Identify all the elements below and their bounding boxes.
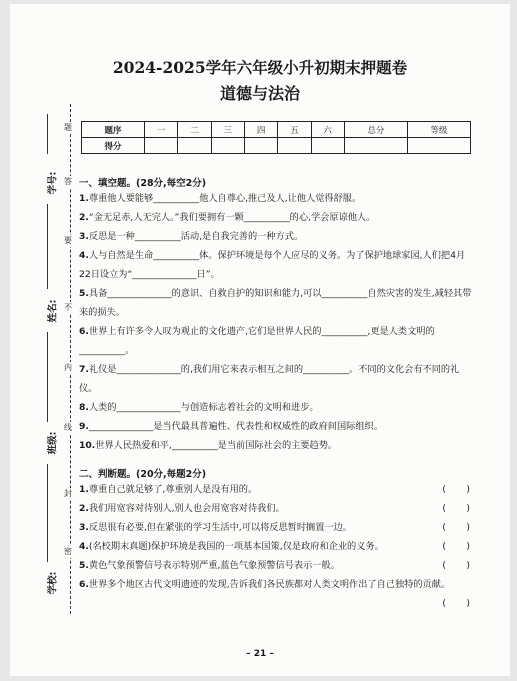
score-header-cell: 三 — [211, 122, 244, 138]
judge-question — [79, 537, 472, 556]
seal-char: 内 — [64, 363, 72, 372]
seal-char: 不 — [64, 303, 72, 312]
seal-char: 线 — [64, 423, 72, 432]
question-text: ______________是当代最具普遍性、代表性和权威性的政府间国际组织。 — [88, 421, 383, 432]
fill-question — [79, 322, 472, 360]
seal-char: 题 — [64, 123, 72, 132]
judge-question — [79, 499, 472, 518]
seal-char: 要 — [64, 236, 72, 245]
fill-question — [79, 208, 472, 227]
question-text: 礼仪是______________的,我们用它来表示相互之间的__________。不同的文化会有不同的礼仪。 — [79, 364, 460, 394]
score-table — [81, 121, 471, 154]
score-input-cell[interactable] — [278, 138, 311, 154]
judge-question — [79, 480, 472, 499]
student-id-label: 学号: — [47, 171, 59, 195]
seal-char: 密 — [64, 547, 72, 556]
question-number: 3. — [79, 231, 89, 242]
fill-question — [79, 436, 472, 455]
answer-parentheses[interactable]: ( ) — [442, 560, 470, 571]
score-input-cell[interactable] — [145, 138, 178, 154]
fill-question — [79, 227, 472, 246]
question-text: 具备______________的意识、自救自护的知识和能力,可以__________自然灾害的发生,减轻其带来的损失。 — [79, 288, 472, 318]
score-input-cell[interactable] — [344, 138, 407, 154]
fill-question — [79, 284, 472, 322]
section2-heading: 二、判断题。(20分,每题2分) — [79, 469, 207, 480]
school-line — [47, 464, 48, 562]
name-label: 姓名: — [47, 299, 59, 323]
seal-char: 答 — [64, 177, 72, 186]
question-number: 10. — [79, 440, 96, 451]
answer-parentheses[interactable]: ( ) — [442, 503, 470, 514]
question-number: 2. — [79, 212, 89, 223]
fill-question — [79, 417, 472, 436]
question-text: 世界多个地区古代文明遗迹的发现,告诉我们各民族都对人类文明作出了自己独特的贡献。 — [88, 579, 451, 590]
question-number: 4. — [79, 250, 89, 261]
question-number: 6. — [79, 579, 89, 590]
section1-heading: 一、填空题。(28分,每空2分) — [79, 178, 207, 189]
fill-question — [79, 189, 472, 208]
fill-question — [79, 360, 472, 398]
question-text: 世界上有许多令人叹为观止的文化遗产,它们是世界人民的__________,更是人类文明的__________。 — [79, 326, 435, 356]
score-input-cell[interactable] — [311, 138, 344, 154]
question-text: 人类的______________与创造标志着社会的文明和进步。 — [88, 402, 319, 413]
name-line — [47, 204, 48, 289]
question-text: 尊重他人要能够__________他人自尊心,推己及人,让他人觉得舒服。 — [88, 193, 362, 204]
question-text: 反思是一种__________活动,是自我完善的一种方式。 — [88, 231, 304, 242]
question-text: (名校期末真题)保护环境是我国的一项基本国策,仅是政府和企业的义务。 — [88, 541, 384, 552]
score-header-cell: 五 — [278, 122, 311, 138]
page-number: – 21 – — [246, 649, 274, 659]
answer-parentheses[interactable]: ( ) — [442, 541, 470, 552]
score-header-cell: 题序 — [82, 122, 145, 138]
question-text: 尊重自己就足够了,尊重别人是没有用的。 — [88, 484, 258, 495]
exam-page — [10, 4, 510, 676]
school-label: 学校: — [47, 571, 59, 595]
judge-question — [79, 575, 472, 609]
judge-question — [79, 518, 472, 537]
question-number: 6. — [79, 326, 89, 337]
question-number: 8. — [79, 402, 89, 413]
question-number: 1. — [79, 484, 89, 495]
fill-question — [79, 246, 472, 284]
question-number: 1. — [79, 193, 89, 204]
question-number: 5. — [79, 560, 89, 571]
score-header-cell: 总分 — [344, 122, 407, 138]
score-header-cell: 等级 — [407, 122, 470, 138]
question-text: 我们用宽容对待别人,别人也会用宽容对待我们。 — [88, 503, 285, 514]
question-number: 5. — [79, 288, 89, 299]
score-input-cell[interactable] — [244, 138, 277, 154]
question-number: 7. — [79, 364, 89, 375]
score-table-header-row — [82, 122, 471, 138]
score-header-cell: 四 — [244, 122, 277, 138]
question-number: 3. — [79, 522, 89, 533]
question-text: “金无足赤,人无完人。”我们要拥有一颗__________的心,学会原谅他人。 — [88, 212, 376, 223]
score-header-cell: 六 — [311, 122, 344, 138]
question-text: 人与自然是生命__________体。保护环境是每个人应尽的义务。为了保护地球家园,人们把4月22日设立为“______________日”。 — [79, 250, 466, 280]
judge-question — [79, 556, 472, 575]
fill-question — [79, 398, 472, 417]
answer-parentheses[interactable]: ( ) — [442, 522, 470, 533]
score-input-cell[interactable] — [178, 138, 211, 154]
exam-title: 2024-2025学年六年级小升初期末押题卷 — [112, 58, 408, 77]
score-table-score-row — [82, 138, 471, 154]
student-id-line — [47, 114, 48, 154]
question-number: 9. — [79, 421, 89, 432]
score-header-cell: 一 — [145, 122, 178, 138]
seal-char: 封 — [64, 489, 72, 498]
question-text: 反思很有必要,但在紧张的学习生活中,可以将反思暂时搁置一边。 — [88, 522, 352, 533]
score-row-label: 得分 — [82, 138, 145, 154]
subject-title: 道德与法治 — [219, 84, 300, 103]
class-line — [47, 332, 48, 422]
answer-parentheses[interactable]: ( ) — [442, 598, 470, 609]
class-label: 班级: — [47, 431, 59, 455]
question-text: 世界人民热爱和平,__________是当前国际社会的主要趋势。 — [95, 440, 338, 451]
score-input-cell[interactable] — [211, 138, 244, 154]
question-number: 2. — [79, 503, 89, 514]
score-header-cell: 二 — [178, 122, 211, 138]
answer-parentheses[interactable]: ( ) — [442, 484, 470, 495]
score-input-cell[interactable] — [407, 138, 470, 154]
question-text: 黄色气象预警信号表示特别严重,蓝色气象预警信号表示一般。 — [88, 560, 340, 571]
question-number: 4. — [79, 541, 89, 552]
